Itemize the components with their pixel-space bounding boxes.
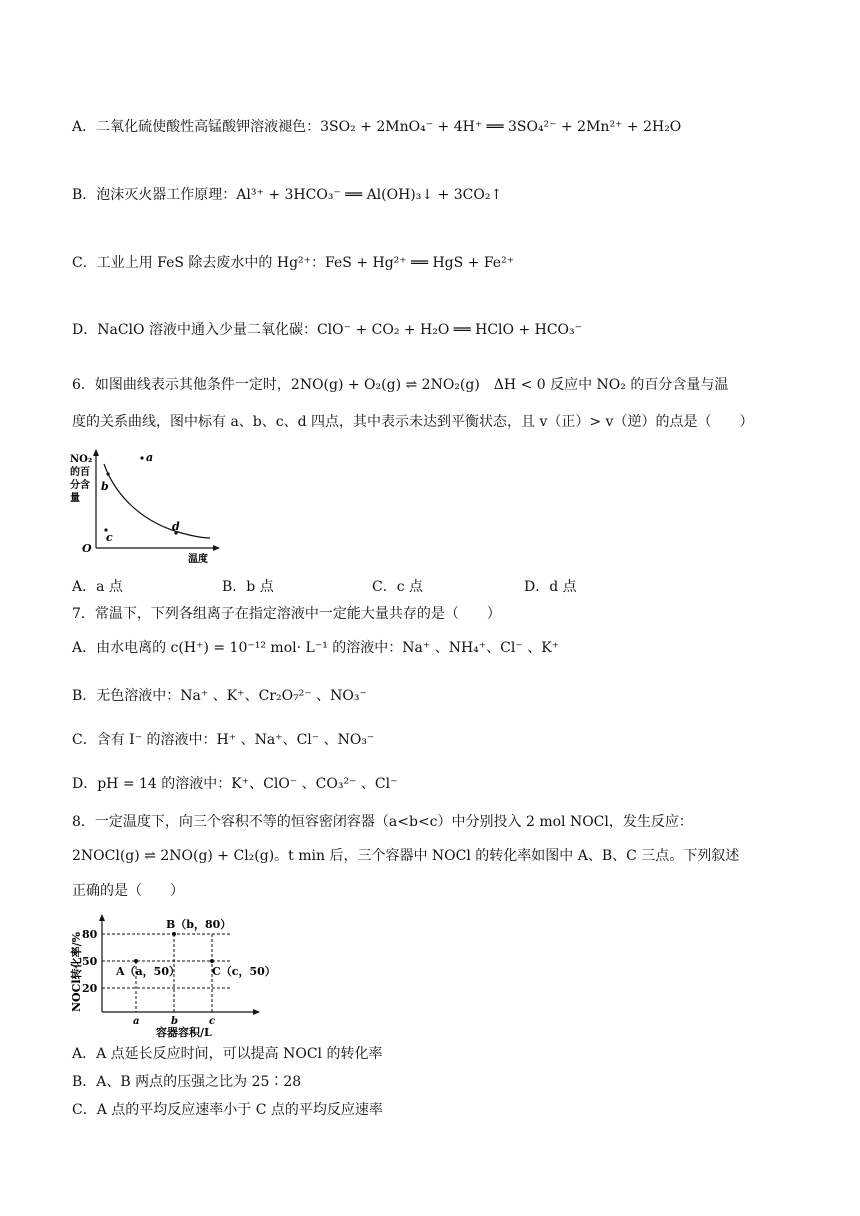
q8-ytick-80: 80	[82, 928, 98, 941]
q8-stem-line3: 正确的是（ ）	[72, 883, 184, 899]
q6-stem-line2: 度的关系曲线，图中标有 a、b、c、d 四点，其中表示未达到平衡状态，且 v（正）> v（逆）的点是（ ）	[72, 414, 754, 430]
q6-y-arrow	[93, 449, 99, 456]
q6-label-c: c	[106, 531, 113, 544]
q8-point-C	[210, 959, 214, 963]
q6-xlabel: 温度	[188, 554, 208, 565]
q6-point-b	[106, 472, 109, 475]
q7-stem: 7．常温下，下列各组离子在指定溶液中一定能大量共存的是（ ）	[72, 606, 501, 622]
q7-option-d: D．pH = 14 的溶液中：K⁺、ClO⁻ 、CO₃²⁻ 、Cl⁻	[72, 776, 398, 792]
q6-option-d: D．d 点	[524, 579, 577, 595]
q8-xtick-b: b	[171, 1016, 178, 1027]
q7-option-a: A．由水电离的 c(H⁺) = 10⁻¹² mol· L⁻¹ 的溶液中：Na⁺ 、NH₄⁺、Cl⁻ 、K⁺	[72, 640, 560, 656]
q5-option-a: A．二氧化硫使酸性高锰酸钾溶液褪色：3SO₂ + 2MnO₄⁻ + 4H⁺ ══ 3SO₄²⁻ + 2Mn²⁺ + 2H₂O	[72, 119, 682, 135]
q8-ytick-20: 20	[82, 982, 98, 995]
q5-option-d: D．NaClO 溶液中通入少量二氧化碳：ClO⁻ + CO₂ + H₂O ══ HClO + HCO₃⁻	[72, 322, 583, 338]
q8-ylabel: NOCl转化率/%	[70, 931, 83, 1012]
q8-stem-line2: 2NOCl(g) ⇌ 2NO(g) + Cl₂(g)。t min 后，三个容器中 NOCl 的转化率如图中 A、B、C 三点。下列叙述	[72, 848, 740, 864]
q8-point-B	[172, 932, 176, 936]
q6-label-d: d	[172, 520, 180, 533]
q5-option-c: C．工业上用 FeS 除去废水中的 Hg²⁺：FeS + Hg²⁺ ══ HgS + Fe²⁺	[72, 255, 515, 271]
q8-label-B: B（b，80）	[166, 918, 232, 931]
q8-xlabel: 容器容积/L	[156, 1026, 212, 1039]
q6-ylabel-2: 的百	[70, 467, 90, 478]
q6-ylabel-1: NO₂	[70, 454, 93, 465]
q8-xtick-a: a	[133, 1016, 140, 1027]
q6-ylabel-3: 分含	[70, 480, 90, 491]
q8-x-arrow	[253, 1009, 260, 1015]
q6-point-a	[140, 456, 143, 459]
q8-ytick-50: 50	[82, 955, 98, 968]
q6-figure	[66, 448, 226, 568]
q6-label-b: b	[101, 480, 109, 493]
q8-label-A: A（a，50）	[116, 965, 180, 978]
q8-y-arrow	[99, 914, 105, 921]
q6-ylabel-4: 量	[70, 493, 80, 504]
q8-stem-line1: 8．一定温度下，向三个容积不等的恒容密闭容器（a<b<c）中分别投入 2 mol NOCl，发生反应：	[72, 814, 693, 830]
q8-option-c: C．A 点的平均反应速率小于 C 点的平均反应速率	[72, 1102, 383, 1118]
q6-curve	[104, 464, 210, 538]
q6-origin: O	[82, 542, 92, 555]
q6-label-a: a	[146, 451, 154, 464]
q7-option-c: C．含有 I⁻ 的溶液中：H⁺ 、Na⁺、Cl⁻ 、NO₃⁻	[72, 732, 375, 748]
q8-option-a: A．A 点延长反应时间，可以提高 NOCl 的转化率	[72, 1046, 383, 1062]
q6-option-b: B．b 点	[222, 579, 274, 595]
q8-label-C: C（c，50）	[212, 965, 276, 978]
q8-figure	[66, 912, 276, 1040]
q6-option-a: A．a 点	[72, 579, 123, 595]
q6-x-arrow	[213, 545, 220, 551]
q8-option-b: B．A、B 两点的压强之比为 25∶28	[72, 1074, 302, 1090]
q7-option-b: B．无色溶液中：Na⁺ 、K⁺、Cr₂O₇²⁻ 、NO₃⁻	[72, 688, 367, 704]
q5-option-b: B．泡沫灭火器工作原理：Al³⁺ + 3HCO₃⁻ ══ Al(OH)₃↓ + 3CO₂↑	[72, 187, 503, 203]
q6-stem-line1: 6．如图曲线表示其他条件一定时，2NO(g) + O₂(g) ⇌ 2NO₂(g) ΔH < 0 反应中 NO₂ 的百分含量与温	[72, 377, 729, 393]
q6-option-c: C．c 点	[372, 579, 424, 595]
q8-xtick-c: c	[209, 1016, 216, 1027]
q8-point-A	[134, 959, 138, 963]
